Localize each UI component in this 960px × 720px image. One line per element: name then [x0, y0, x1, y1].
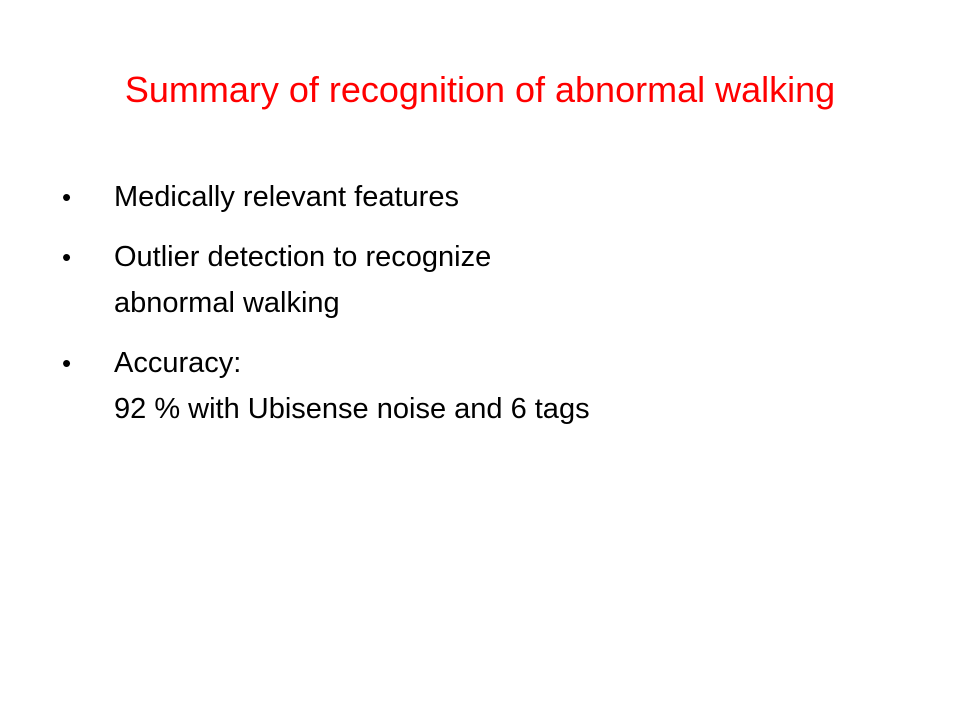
bullet-icon: • — [62, 242, 72, 272]
bullet-item — [62, 340, 882, 432]
bullet-text: Medically relevant features — [114, 181, 459, 213]
bullet-icon: • — [62, 348, 72, 378]
slide-title: Summary of recognition of abnormal walking — [124, 69, 836, 110]
bullet-text: Accuracy: — [114, 347, 242, 379]
bullet-item — [62, 234, 882, 326]
bullet-item — [62, 174, 882, 220]
bullet-list — [62, 174, 882, 446]
bullet-text-continuation: 92 % with Ubisense noise and 6 tags — [114, 393, 590, 425]
bullet-icon: • — [62, 182, 72, 212]
bullet-text: Outlier detection to recognize — [114, 241, 492, 273]
bullet-text-continuation: abnormal walking — [114, 287, 340, 319]
